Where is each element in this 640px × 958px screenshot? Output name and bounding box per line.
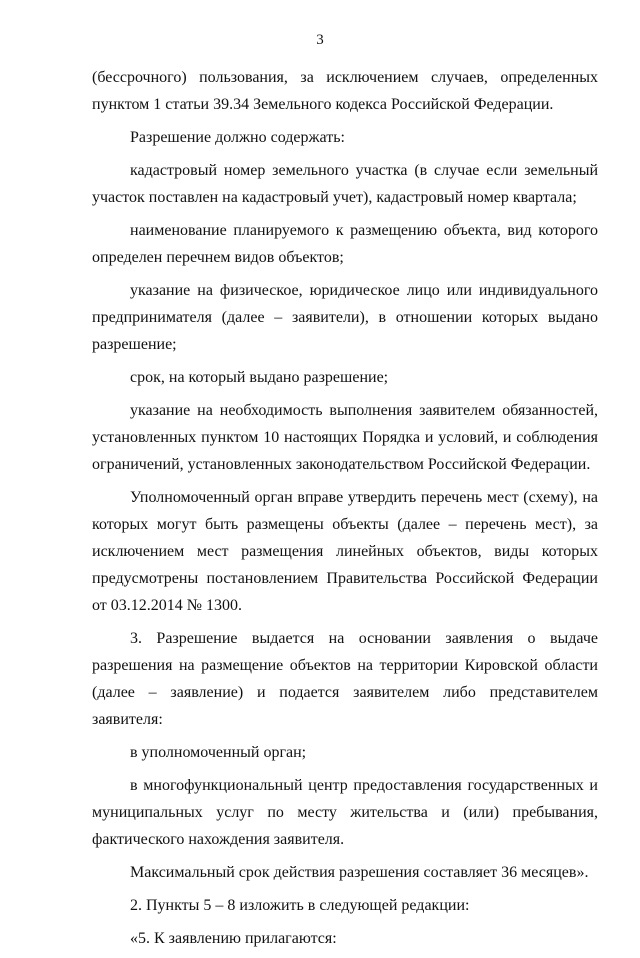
paragraph-13: 2. Пункты 5 – 8 изложить в следующей редакции: bbox=[130, 897, 470, 914]
paragraph-9: 3. Разрешение выдается на основании заявления о выдаче разрешения на размещение объектов на территории Кировской области (далее – заявление) и подается заявителем либо представителем заявителя: bbox=[92, 630, 598, 728]
paragraph-8: Уполномоченный орган вправе утвердить перечень мест (схему), на которых могут быть размещены объекты (далее – перечень мест), за исключением мест размещения линейных объектов, виды которых предусмотрены постановлением Правительства Российской Федерации от 03.12.2014 № 1300. bbox=[92, 489, 598, 614]
paragraph-1: (бессрочного) пользования, за исключением случаев, определенных пунктом 1 статьи 39.34 Земельного кодекса Российской Федерации. bbox=[92, 69, 598, 113]
paragraph-14: «5. К заявлению прилагаются: bbox=[130, 930, 337, 947]
page-number: 3 bbox=[316, 32, 324, 48]
paragraph-12: Максимальный срок действия разрешения составляет 36 месяцев». bbox=[130, 864, 589, 881]
paragraph-5: указание на физическое, юридическое лицо или индивидуального предпринимателя (далее – заявители), в отношении которых выдано разрешение; bbox=[92, 282, 598, 353]
paragraph-11: в многофункциональный центр предоставления государственных и муниципальных услуг по месту жительства и (или) пребывания, фактического нахождения заявителя. bbox=[92, 777, 598, 848]
paragraph-10: в уполномоченный орган; bbox=[130, 744, 307, 761]
paragraph-3: кадастровый номер земельного участка (в случае если земельный участок поставлен на кадастровый учет), кадастровый номер квартала; bbox=[92, 162, 598, 206]
paragraph-7: указание на необходимость выполнения заявителем обязанностей, установленных пунктом 10 настоящих Порядка и условий, и соблюдения ограничений, установленных законодательством Российской Федерации. bbox=[92, 402, 598, 473]
paragraph-6: срок, на который выдано разрешение; bbox=[130, 369, 389, 386]
body-text bbox=[92, 64, 598, 958]
paragraph-2: Разрешение должно содержать: bbox=[130, 129, 345, 146]
paragraph-4: наименование планируемого к размещению объекта, вид которого определен перечнем видов объектов; bbox=[92, 222, 598, 266]
